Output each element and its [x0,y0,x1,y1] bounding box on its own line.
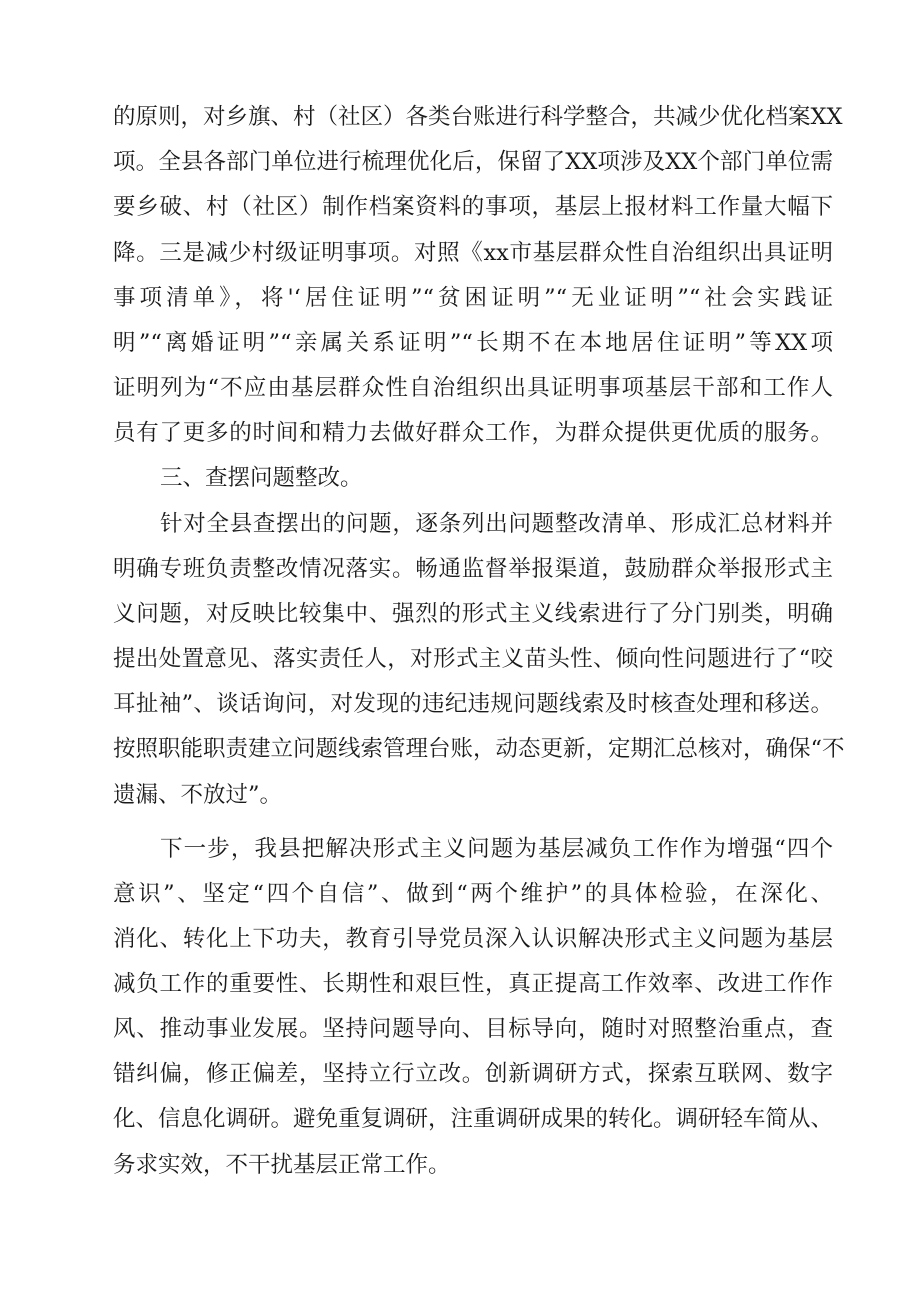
text-line-6: 明”“离婚证明”“亲属关系证明”“长期不在本地居住证明”等XX项 [113,330,833,356]
text-line-2: 项。全县各部门单位进行梳理优化后，保留了XX项涉及XX个部门单位需 [113,149,833,175]
section-heading: 三、查摆问题整改。 [160,465,363,491]
text-line-22: 错纠偏，修正偏差，坚持立行立改。创新调研方式，探索互联网、数字 [113,1061,833,1087]
text-line-10: 针对全县查摆出的问题，逐条列出问题整改清单、形成汇总材料并 [160,511,833,537]
text-line-15: 按照职能职责建立问题线索管理台账，动态更新，定期汇总核对，确保“不 [113,736,845,762]
text-line-19: 消化、转化上下功夫，教育引导党员深入认识解决形式主义问题为基层 [113,926,833,952]
text-line-7: 证明列为“不应由基层群众性自治组织出具证明事项基层干部和工作人 [113,375,833,401]
text-line-13: 提出处置意见、落实责任人，对形式主义苗头性、倾向性问题进行了“咬 [113,646,833,672]
text-line-12: 义问题，对反映比较集中、强烈的形式主义线索进行了分门别类，明确 [113,601,833,627]
text-line-23: 化、信息化调研。避免重复调研，注重调研成果的转化。调研轻车简从、 [113,1106,834,1132]
text-line-17: 下一步，我县把解决形式主义问题为基层减负工作作为增强“四个 [160,836,833,862]
text-line-24: 务求实效，不干扰基层正常工作。 [113,1152,451,1178]
text-line-4: 降。三是减少村级证明事项。对照《xx市基层群众性自治组织出具证明 [113,240,833,266]
text-line-8: 员有了更多的时间和精力去做好群众工作，为群众提供更优质的服务。 [113,420,833,446]
text-line-21: 风、推动事业发展。坚持问题导向、目标导向，随时对照整治重点，查 [113,1016,833,1042]
text-line-1: 的原则，对乡旗、村（社区）各类台账进行科学整合，共减少优化档案XX [113,104,843,130]
text-line-3: 要乡破、村（社区）制作档案资料的事项，基层上报材料工作量大幅下 [113,194,833,220]
text-line-16: 遗漏、不放过”。 [113,782,283,808]
text-line-5: 事项清单》，将'‘居住证明”“贫困证明”“无业证明”“社会实践证 [113,285,833,311]
text-line-18: 意识”、坚定“四个自信”、做到“两个维护”的具体检验，在深化、 [113,881,833,907]
text-line-20: 减负工作的重要性、长期性和艰巨性，真正提高工作效率、改进工作作 [113,971,833,997]
text-line-11: 明确专班负责整改情况落实。畅通监督举报渠道，鼓励群众举报形式主 [113,556,833,582]
text-line-14: 耳扯袖”、谈话询问，对发现的违纪违规问题线索及时核查处理和移送。 [113,691,833,717]
